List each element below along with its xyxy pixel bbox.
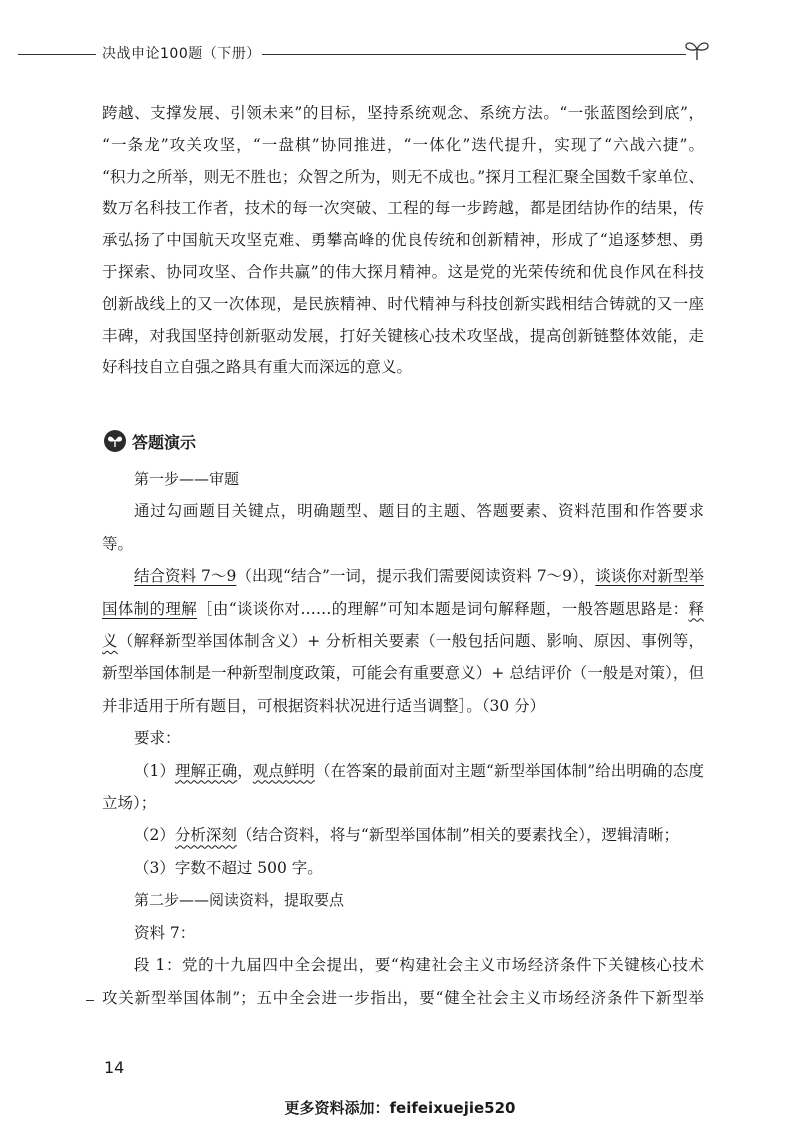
margin-mark	[86, 1000, 94, 1001]
question-phrase-a: 结合资料 7～9	[134, 567, 237, 586]
requirement-2	[102, 819, 704, 851]
intro-line: 丰碑，对我国坚持创新驱动发展，打好关键核心技术攻坚战，提高创新链整体效能，走	[102, 326, 704, 345]
intro-line: 好科技自立自强之路具有重大而深远的意义。	[102, 358, 413, 377]
req1-prefix: （1）	[134, 761, 176, 780]
step2-title: 第二步——阅读资料，提取要点	[134, 891, 345, 910]
section-badge	[104, 430, 126, 452]
intro-line: 创新战线上的又一次体现，是民族精神、时代精神与科技创新实践相结合铸就的又一座	[102, 294, 704, 313]
req2-keyword: 分析深刻	[174, 826, 237, 845]
question-note-c: （解释新型举国体制含义）+ 分析相关要素（一般包括问题、影响、原因、事例等，新型举国体制是一种新型制度政策，可能会有重要意义）+ 总结评价（一般是对策），但并非适用于所有题目，可根据资料状况进行适当调整］。（30 分）	[102, 632, 704, 715]
running-header	[0, 38, 800, 68]
intro-line: 数万名科技工作者，技术的每一次突破、工程的每一步跨越，都是团结协作的结果，传	[102, 199, 704, 218]
req2-prefix: （2）	[134, 826, 175, 845]
sprout-icon	[684, 38, 710, 62]
req1-keyword-b: 观点鲜明	[252, 761, 315, 780]
intro-line: “积力之所举，则无不胜也；众智之所为，则无不成也。”探月工程汇聚全国数千家单位、	[102, 167, 704, 186]
answer-demo-body	[102, 463, 704, 1014]
section-heading	[104, 428, 196, 454]
header-rule-left	[18, 54, 96, 55]
intro-paragraph	[102, 98, 704, 384]
header-rule-right	[262, 54, 686, 55]
question-text	[102, 560, 704, 722]
requirements-label: 要求：	[134, 729, 181, 748]
requirement-3: （3）字数不超过 500 字。	[134, 858, 323, 877]
header-title: 决战申论100题（下册）	[102, 46, 261, 62]
req1-keyword-a: 理解正确	[175, 761, 238, 780]
intro-line: 跨越、支撑发展、引领未来”的目标，坚持系统观念、系统方法。“一张蓝图绘到底”，	[102, 104, 704, 122]
sprout-badge-icon	[107, 433, 123, 449]
footer-note	[0, 1097, 800, 1118]
page-number: 14	[104, 1058, 125, 1077]
footer-note-id: feifeixuejie520	[389, 1099, 516, 1117]
intro-line: “一条龙”攻关攻坚，“一盘棋”协同推进，“一体化”迭代提升，实现了“六战六捷”。	[102, 135, 704, 154]
question-note-a: （出现“结合”一词，提示我们需要阅读资料 7～9），	[236, 567, 596, 586]
intro-line: 于探索、协同攻坚、合作共赢”的伟大探月精神。这是党的光荣传统和优良作风在科技	[102, 262, 704, 281]
question-phrase-c: 释义	[102, 599, 704, 651]
question-note-b: ［由“谈谈你对……的理解”可知本题是词句解释题，一般答题思路是：	[197, 599, 689, 618]
question-phrase-b: 谈谈你对新型举国体制的理解	[102, 567, 704, 618]
req2-note: （结合资料，将与“新型举国体制”相关的要素找全），逻辑清晰；	[236, 826, 679, 845]
step1-intro: 通过勾画题目关键点，明确题型、题目的主题、答题要素、资料范围和作答要求等。	[102, 502, 704, 553]
footer-note-label: 更多资料添加：	[284, 1099, 390, 1117]
requirement-1	[102, 755, 704, 820]
section-title: 答题演示	[132, 432, 197, 452]
material-para1-line1: 段 1：党的十九届四中全会提出，要“构建社会主义市场经济条件下关键核心技术	[134, 956, 704, 975]
intro-line: 承弘扬了中国航天攻坚克难、勇攀高峰的优良传统和创新精神，形成了“追逐梦想、勇	[102, 231, 704, 250]
req1-note: （在答案的最前面对主题“新型举国体制”给出明确的态度立场）；	[102, 761, 704, 813]
req1-sep: ，	[237, 761, 253, 780]
material-label: 资料 7：	[134, 923, 196, 942]
material-para1-line2: 攻关新型举国体制”；五中全会进一步指出，要“健全社会主义市场经济条件下新型举	[102, 988, 704, 1007]
step1-title: 第一步——审题	[134, 470, 240, 488]
